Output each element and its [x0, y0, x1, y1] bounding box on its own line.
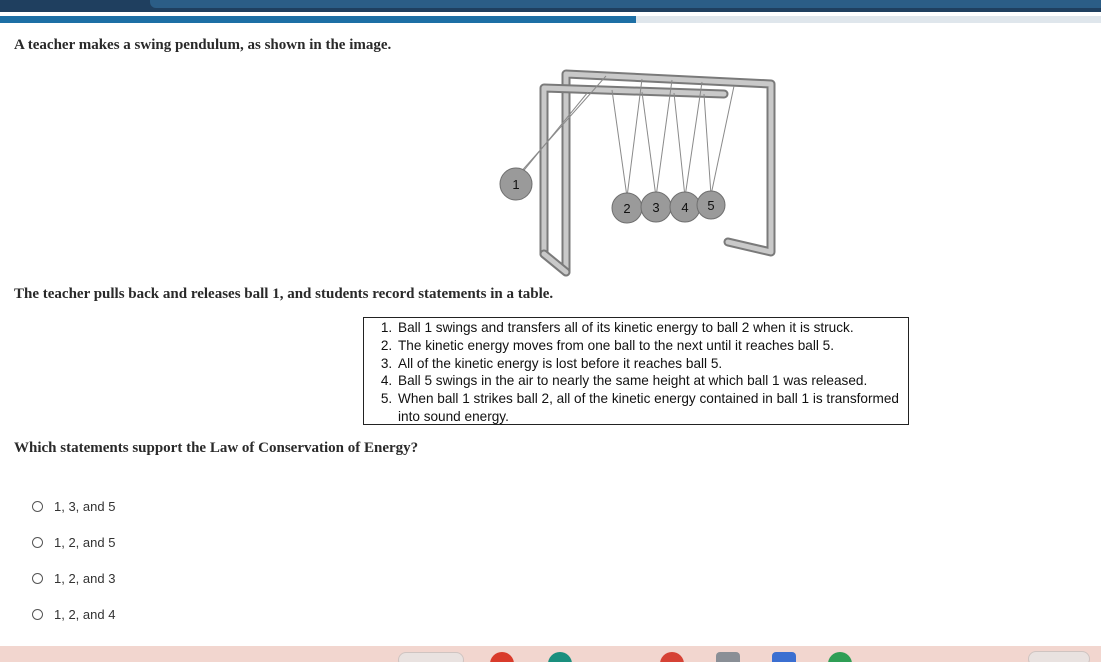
progress-bar — [0, 16, 1101, 23]
choice-label: 1, 2, and 4 — [54, 606, 116, 622]
radio-button[interactable] — [32, 573, 43, 584]
browser-top-bar — [0, 0, 1101, 12]
radio-button[interactable] — [32, 501, 43, 512]
ball-3-label: 3 — [652, 200, 660, 215]
ball-5 — [697, 191, 725, 219]
statement-1: 1. Ball 1 swings and transfers all of its kinetic energy to ball 2 when it is struck. — [396, 319, 902, 337]
question-prompt: Which statements support the Law of Conservation of Energy? — [14, 440, 419, 456]
choice-2[interactable] — [32, 532, 172, 552]
system-tray-icon[interactable] — [1028, 651, 1090, 662]
ball-3 — [641, 192, 671, 222]
choice-label: 1, 3, and 5 — [54, 498, 116, 514]
ball-4-label: 4 — [681, 200, 689, 215]
app-blue-icon[interactable] — [772, 652, 796, 662]
choice-3[interactable] — [32, 568, 172, 588]
choice-4[interactable] — [32, 604, 172, 624]
statement-4: 4. Ball 5 swings in the air to nearly the same height at which ball 1 was released. — [396, 372, 902, 390]
choice-1[interactable] — [32, 496, 172, 516]
statements-table — [363, 317, 909, 425]
question-setup: The teacher pulls back and releases ball 1, and students record statements in a table. — [14, 286, 554, 302]
ball-1 — [500, 168, 532, 200]
ball-1-label: 1 — [512, 177, 520, 192]
choice-label: 1, 2, and 3 — [54, 570, 116, 586]
radio-button[interactable] — [32, 609, 43, 620]
ball-4 — [670, 192, 700, 222]
app-red-icon[interactable] — [490, 652, 514, 662]
taskbar-search-icon[interactable] — [398, 652, 464, 662]
app-gray-icon[interactable] — [716, 652, 740, 662]
radio-button[interactable] — [32, 537, 43, 548]
app-green-icon[interactable] — [828, 652, 852, 662]
ball-5-label: 5 — [707, 198, 715, 213]
statement-3: 3. All of the kinetic energy is lost before it reaches ball 5. — [396, 355, 902, 373]
ball-2 — [612, 193, 642, 223]
app-teal-icon[interactable] — [548, 652, 572, 662]
progress-fill — [0, 16, 636, 23]
statements-list — [372, 319, 902, 426]
app-red-icon[interactable] — [660, 652, 684, 662]
ball-2-label: 2 — [623, 201, 631, 216]
taskbar — [0, 646, 1101, 662]
statement-5: 5. When ball 1 strikes ball 2, all of the kinetic energy contained in ball 1 is transformed into sound energy. — [396, 390, 902, 426]
question-intro: A teacher makes a swing pendulum, as shown in the image. — [14, 37, 392, 53]
pendulum-balls — [500, 168, 725, 223]
top-bar-highlight — [150, 0, 1101, 8]
statement-2: 2. The kinetic energy moves from one ball to the next until it reaches ball 5. — [396, 337, 902, 355]
pendulum-figure — [496, 62, 782, 280]
choice-label: 1, 2, and 5 — [54, 534, 116, 550]
